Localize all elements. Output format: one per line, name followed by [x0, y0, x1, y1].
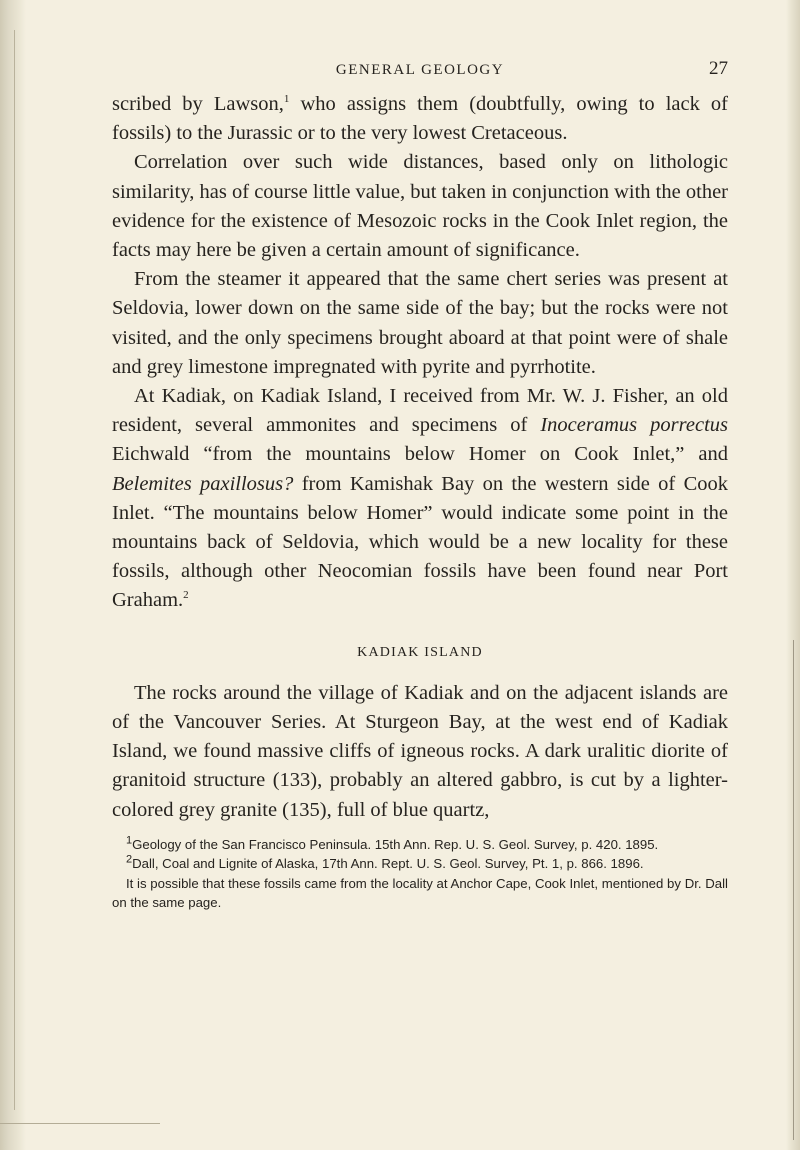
- footnote-ref: 1: [283, 93, 290, 106]
- page-number: 27: [709, 58, 728, 79]
- paragraph-seldovia: From the steamer it appeared that the same chert series was present at Seldovia, lower down on the same side of the bay; but the rocks were not visited, and the only specimens brought aboard at that point were of shale and grey limestone impregnated with pyrite and pyrrhotite.: [112, 268, 728, 378]
- page-right-rule: [793, 640, 794, 1140]
- text-run: scribed by Lawson,: [112, 93, 284, 115]
- page-binding-edge: [0, 0, 26, 1150]
- text-run: At Kadiak, on Kadiak Island, I received from Mr. W. J. Fisher, an old resident, several ammonites and specimens of: [112, 385, 728, 437]
- paragraph-correlation: Correlation over such wide distances, based only on lithologic similarity, has of course little value, but taken in conjunction with the other evidence for the existence of Mesozoic rocks in the Cook Inlet region, the facts may here be given a certain amount of significance.: [112, 151, 728, 262]
- text-run: from Kamishak Bay on the western side of Cook Inlet. “The mountains below Homer” would indicate some point in the mountains back of Seldovia, which would be a new locality for these fossils, although other Neocomian fossils have been found near Port Graham.: [112, 472, 728, 612]
- paragraph-continued: [112, 90, 728, 148]
- footnote-mark: 1: [126, 834, 133, 847]
- footnote-ref: 2: [183, 589, 189, 602]
- section-heading: KADIAK ISLAND: [357, 644, 483, 660]
- footnote-mark: 2: [126, 853, 133, 866]
- footnotes: [112, 835, 728, 913]
- paragraph-kadiak-rocks: The rocks around the village of Kadiak and on the adjacent islands are of the Vancouver Series. At Sturgeon Bay, at the west end of Kadiak Island, we found massive cliffs of igneous rocks. A dark uralitic diorite of granitoid structure (133), probably an altered gabbro, is cut by a lighter-colored grey granite (135), full of blue quartz,: [112, 681, 728, 821]
- text-run: Eichwald “from the mountains below Homer on Cook Inlet,” and: [112, 443, 728, 466]
- running-head: [112, 56, 728, 90]
- footnote-1: [112, 835, 728, 855]
- text-run: who assigns them (doubtfully, owing to lack of fossils) to the Jurassic or to the very lowest Cretaceous.: [112, 93, 728, 145]
- page-bottom-rule: [0, 1123, 160, 1124]
- body-text: [112, 90, 728, 825]
- species-name: Belemites paxillosus?: [112, 472, 294, 495]
- footnote-2: [112, 854, 728, 874]
- footnote-text: Geology of the San Francisco Peninsula. 15th Ann. Rep. U. S. Geol. Survey, p. 420. 1895.: [132, 836, 659, 852]
- species-name: Inoceramus porrectus: [540, 414, 729, 437]
- footnote-3: It is possible that these fossils came from the locality at Anchor Cape, Cook Inlet, mentioned by Dr. Dall on the same page.: [112, 875, 728, 911]
- footnote-text: Dall, Coal and Lignite of Alaska, 17th Ann. Rept. U. S. Geol. Survey, Pt. 1, p. 866. 1896.: [132, 856, 644, 872]
- book-page: [112, 56, 728, 913]
- binding-gutter-line: [14, 30, 15, 1110]
- running-title: GENERAL GEOLOGY: [335, 62, 505, 78]
- paragraph-kadiak-fossils: [112, 382, 728, 616]
